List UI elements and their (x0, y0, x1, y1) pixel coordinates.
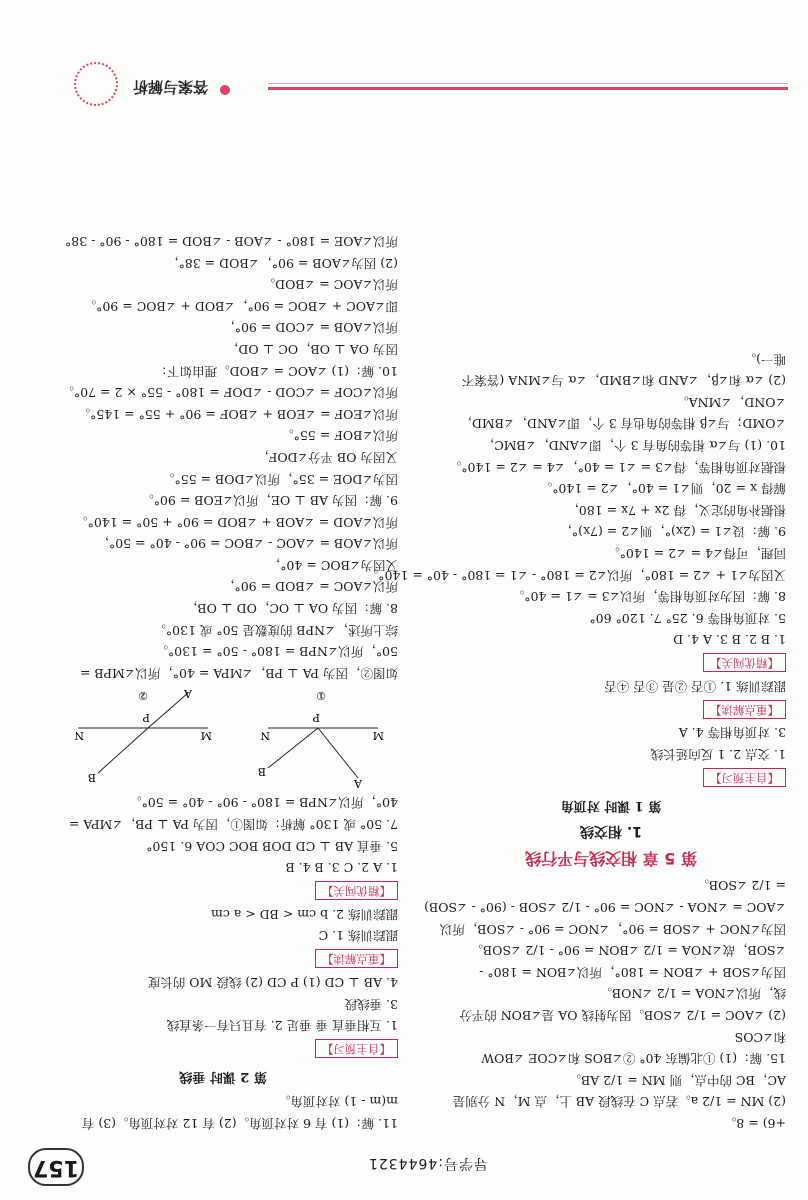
unit-title: 1. 相交线 (580, 823, 642, 840)
answer-line: (2) ∠AOC = 1/2 ∠SOB。因为射线 OA 是∠BON 的平分 (459, 1008, 786, 1024)
section-tag: 【 自主预习 】 (315, 1039, 398, 1058)
answer-line: ∠SOB，故∠NOA = 1/2 ∠BON = 90° - 1/2 ∠SOB。 (470, 943, 786, 959)
answer-line: 9. 解：因为 AB ⊥ OE，所以∠EOB = 90°。 (141, 493, 398, 509)
figure-label: M (372, 728, 384, 742)
figure-label: N (260, 728, 270, 742)
figure-label: A (354, 776, 362, 790)
section-tag-row (48, 946, 398, 971)
footer-rule (268, 87, 788, 90)
bullet-icon (220, 85, 230, 95)
page-number: 157 (28, 1148, 84, 1186)
figure-line (98, 728, 148, 773)
answer-line: 所以∠AOD = ∠AOB + ∠BOD = 90° + 50° = 140°。 (75, 514, 398, 530)
figure-label: B (257, 764, 266, 778)
figure-label: N (74, 728, 84, 742)
answer-line: 15. 解：(1) ①北偏东 40° ②∠BOS 和∠COE ∠BOW (481, 1051, 786, 1067)
figure-line (148, 693, 188, 728)
answer-line: 8. 解：因为 OA ⊥ OC，OD ⊥ OB， (184, 601, 398, 617)
figure-label: B (87, 770, 96, 784)
answer-line: 跟踪训练 2. b cm < BD < a cm (210, 906, 398, 922)
answer-line: 因为∠SOB + ∠BON = 180°，所以∠BON = 180° - (479, 964, 786, 980)
answer-line: 同理，可得∠4 = ∠2 = 140°。 (607, 545, 786, 561)
section-tag: 【 重点解读 】 (315, 949, 398, 968)
answer-line: 如图②，因为 PA ⊥ PB，∠MPA = 40°，所以∠MPB = (79, 665, 398, 681)
answer-line: 根据对顶角相等，得∠3 = ∠1 = 40°，∠4 = ∠2 = 140°。 (448, 459, 786, 475)
answer-line: 所以∠EOF = ∠EOB + ∠BOF = 90° + 55° = 145°。 (77, 406, 398, 422)
figure-label: P (142, 710, 150, 724)
answer-line: (2) ∠α 和∠β，∠AND 和∠BMD，∠α 与∠MNA (答案不 (461, 373, 786, 389)
answer-line: 9. 解：设∠1 = (2x)°，则∠2 = (7x)°， (559, 524, 786, 540)
answer-line: 40°，所以∠NPB = 180° - 90° - 40° = 50°。 (129, 795, 398, 811)
figure-label: ② (138, 688, 148, 702)
answer-line: 3. 对顶角相等 4. A (678, 725, 786, 741)
answer-line: 所以∠COF = ∠COD - ∠DOF = 180° - 55° × 2 = 70°。 (61, 385, 398, 401)
section-tag: 【 自主预习 】 (703, 768, 786, 787)
answer-line: 唯一)。 (743, 351, 786, 367)
page-footer (0, 0, 808, 102)
section-tag: 【 重点解读 】 (703, 700, 786, 719)
answer-line: (2) MN = 1/2 a。若点 C 在线段 AB 上，点 M，N 分别是 (452, 1094, 786, 1110)
footer-rule-thin (268, 83, 788, 84)
answer-line: ∠OMD；与∠β 相等的角也有 3 个，即∠AND，∠BMD， (459, 416, 786, 432)
answer-line: 8. 解：因为对顶角相等，所以∠3 = ∠1 = 40°。 (511, 589, 786, 605)
answer-line: 5. 对顶角相等 6. 25° 7. 120° 60° (589, 610, 786, 626)
section-tag-row (436, 650, 786, 675)
answer-line: 所以∠AOE = 180° - ∠AOB - ∠BOD = 180° - 90° - 38° (64, 234, 398, 249)
answer-line: 1. B 2. B 3. A 4. D (673, 632, 786, 648)
guide-code: 导学号:4644321 (367, 1155, 488, 1171)
answer-line: 所以∠AOB = ∠COD = 90°， (222, 320, 398, 336)
answer-line: (2) 因为∠AOB = 90°，∠BOD = 38°， (166, 255, 398, 271)
answer-line: 即∠AOC + ∠BOC = 90°，∠BOD + ∠BOC = 90°。 (83, 298, 398, 314)
lesson-title: 第 2 课时 垂线 (179, 1068, 267, 1084)
figure-line (268, 728, 318, 768)
answer-line: 5. 垂直 AB ⊥ CD DOB BOC COA 6. 150° (146, 838, 398, 854)
figure-svg (58, 688, 398, 788)
answer-line: 50°，所以∠NPB = 180° - 50° = 130°。 (155, 644, 398, 660)
answer-line: 10. 解：(1) ∠AOC = ∠BOD。理由如下： (154, 363, 398, 379)
section-tag-row (48, 1036, 398, 1061)
lesson-title: 第 1 课时 对顶角 (560, 797, 662, 813)
footer-brand: 答案与解析 (132, 78, 208, 96)
figure-line (318, 728, 358, 778)
section-tag: 【 精优闯关 】 (315, 881, 398, 900)
answer-line: 因为∠DOE = 35°，所以∠DOB = 55°。 (162, 471, 398, 487)
answer-line: 所以∠AOC = ∠BOD = 90°， (222, 579, 398, 595)
section-tag: 【 精优闯关 】 (703, 653, 786, 672)
page-header (0, 1140, 808, 1200)
answer-line: +6) = 8。 (723, 1116, 786, 1131)
answer-line: 根据补角的定义，得 2x + 7x = 180， (566, 502, 786, 518)
answer-line: 又因为∠1 + ∠2 = 180°，所以∠2 = 180° - ∠1 = 180° - 40° = 140°。 (365, 567, 786, 583)
answer-line: 线，所以∠NOA = 1/2 ∠NOB。 (599, 986, 786, 1002)
answer-line: 10. (1) 与∠α 相等的角有 3 个，即∠AND，∠BMC， (481, 437, 786, 453)
answer-line: 所以∠BOF = 55°。 (281, 428, 398, 444)
answer-line: 1. A 2. C 3. B 4. B (285, 860, 398, 876)
section-tag-row (436, 765, 786, 790)
answer-line: m(m - 1) 对对顶角。 (277, 1094, 398, 1110)
answer-line: 和∠COS (734, 1029, 786, 1045)
right-column (48, 114, 398, 1134)
answer-line: 因为∠NOC + ∠SOB = 90°，∠NOC = 90° - ∠SOB，所以 (439, 921, 786, 937)
answer-line: ∠OND，∠MNA。 (676, 394, 786, 410)
answer-line: 所以∠AOB = ∠AOC - ∠BOC = 90° - 40° = 50°， (96, 536, 398, 552)
chapter-title: 第 5 章 相交线与平行线 (525, 848, 697, 868)
answer-line: 所以∠AOC = ∠BOD。 (262, 277, 398, 293)
answer-line: 解得 x = 20，则∠1 = 40°，∠2 = 140°。 (539, 481, 786, 497)
answer-line: ∠AOC = ∠NOA - ∠NOC = 90° - 1/2 ∠SOB - (90° - ∠SOB) (424, 900, 786, 916)
answer-line: = 1/2 ∠SOB。 (696, 878, 786, 894)
answer-line: 综上所述，∠NPB 的度数是 50° 或 130°。 (153, 622, 398, 638)
answer-line: 又因为∠BOC = 40°， (267, 557, 398, 573)
answer-line: 又因为 OB 平分∠DOF， (256, 449, 398, 465)
figure-label: P (312, 710, 320, 724)
answer-line: AC，BC 的中点，则 MN = 1/2 AB。 (568, 1072, 786, 1088)
flower-logo-icon (74, 62, 118, 106)
figure-label: A (184, 686, 192, 700)
answer-line: 因为 OA ⊥ OB，OC ⊥ OD， (225, 341, 398, 357)
answer-line: 11. 解：(1) 有 6 对对顶角。(2) 有 12 对对顶角。(3) 有 (81, 1116, 398, 1131)
figure-label: ① (316, 688, 326, 702)
figure-label: M (200, 728, 212, 742)
answer-line: 4. AB ⊥ CD (1) P CD (2) 线段 MO 的长度 (147, 975, 398, 991)
section-tag-row (436, 697, 786, 722)
answer-line: 3. 垂线段 (344, 996, 398, 1012)
answer-line: 7. 50° 或 130° 解析：如图①，因为 PA ⊥ PB，∠MPA = (68, 817, 398, 833)
answer-line: 1. 交点 2. 1 反向延长线 (650, 747, 786, 763)
answer-line: 1. 互相垂直 垂 垂足 2. 有且只有一条直线 (166, 1018, 398, 1034)
perpendicular-figures (48, 688, 398, 788)
section-tag-row (48, 878, 398, 903)
answer-line: 跟踪训练 1. ①否 ②是 ③否 ④否 (604, 678, 786, 694)
answer-line: 跟踪训练 1. C (318, 928, 398, 944)
